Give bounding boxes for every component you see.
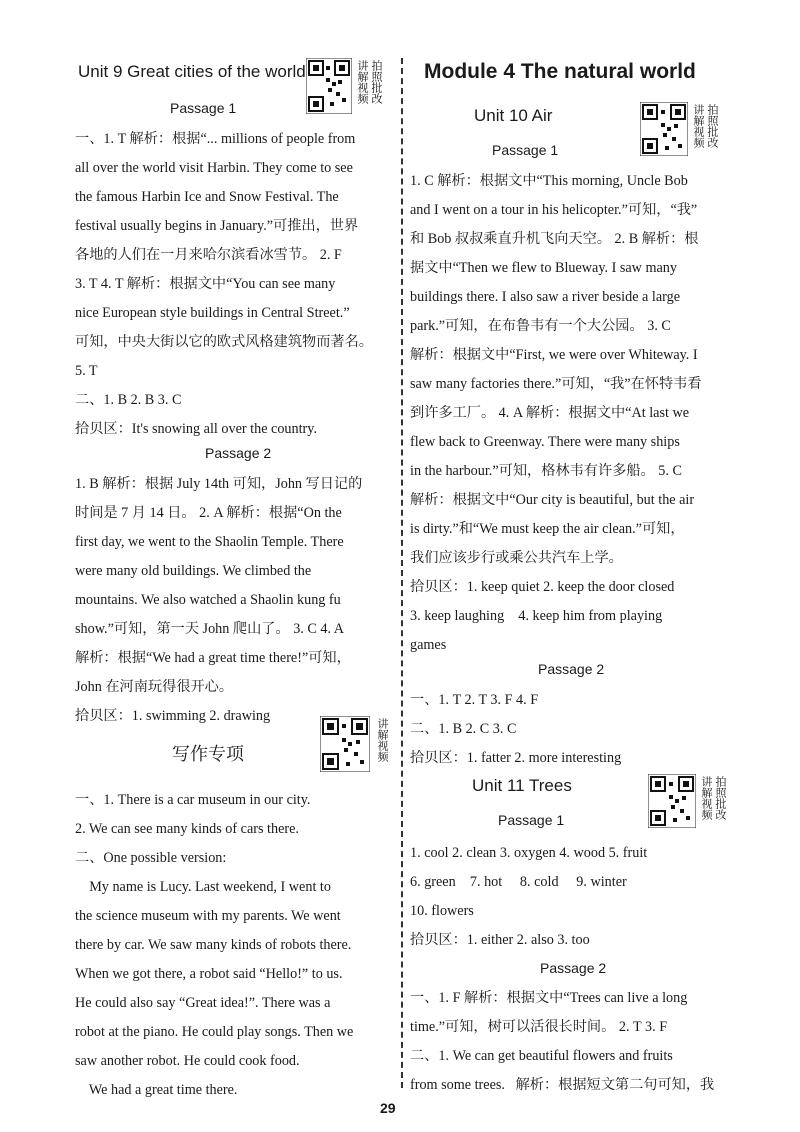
answer-line: 我们应该步行或乘公共汽车上学。 <box>410 550 623 566</box>
answer-line: 1. cool 2. clean 3. oxygen 4. wood 5. fruit <box>410 845 648 861</box>
answer-line: 6. green 7. hot 8. cold 9. winter <box>410 874 627 890</box>
unit9-title: Unit 9 Great cities of the world <box>78 62 306 81</box>
answer-line: 时间是 7 月 14 日。 2. A 解析：根据“On the <box>75 505 342 521</box>
answer-line: John 在河南玩得很开心。 <box>75 679 234 695</box>
answer-line: in the harbour.”可知，格林韦有许多船。 5. C <box>410 463 682 479</box>
answer-line: 拾贝区：1. fatter 2. more interesting <box>410 750 622 766</box>
answer-line: first day, we went to the Shaolin Temple. There <box>75 534 344 550</box>
module-title: Module 4 The natural world <box>424 60 696 83</box>
answer-line: 一、1. T 2. T 3. F 4. F <box>410 692 539 708</box>
writing-line: saw another robot. He could cook food. <box>75 1053 300 1069</box>
answer-line: and I went on a tour in his helicopter.”可知，“我” <box>410 202 698 218</box>
passage-title: Passage 2 <box>538 661 605 677</box>
qr-label-grade: 拍照批改 <box>714 776 727 820</box>
qr-label-video: 讲解视频 <box>692 104 705 148</box>
answer-line: 一、1. F 解析：根据文中“Trees can live a long <box>410 990 688 1006</box>
answer-line: nice European style buildings in Central Street.” <box>75 305 350 321</box>
answer-line: time.”可知，树可以活很长时间。 2. T 3. F <box>410 1019 668 1035</box>
answer-line: 一、1. T 解析：根据“... millions of people from <box>75 131 356 147</box>
answer-line: games <box>410 637 447 653</box>
answer-line: 10. flowers <box>410 903 474 919</box>
writing-line: robot at the piano. He could play songs. Then we <box>75 1024 354 1040</box>
writing-line: the science museum with my parents. We went <box>75 908 341 924</box>
answer-line: park.”可知，在布鲁韦有一个大公园。 3. C <box>410 318 671 334</box>
writing-line: We had a great time there. <box>75 1082 238 1098</box>
unit11-title: Unit 11 Trees <box>472 776 572 795</box>
answer-line: 解析：根据“We had a great time there!”可知， <box>75 650 351 666</box>
answer-line: buildings there. I also saw a river beside a large <box>410 289 680 305</box>
writing-line: 一、1. There is a car museum in our city. <box>75 792 311 808</box>
answer-line: show.”可知，第一天 John 爬山了。 3. C 4. A <box>75 621 345 637</box>
unit10-title: Unit 10 Air <box>474 106 553 125</box>
writing-line: 二、One possible version: <box>75 850 227 866</box>
qr-label-grade: 拍照批改 <box>706 104 719 148</box>
answer-line: is dirty.”和“We must keep the air clean.”可知， <box>410 521 685 537</box>
answer-line: 和 Bob 叔叔乘直升机飞向天空。 2. B 解析：根 <box>410 231 699 247</box>
qr-label-grade: 拍照批改 <box>370 60 383 104</box>
answer-line: saw many factories there.”可知，“我”在怀特韦看 <box>410 376 702 392</box>
qr-label-video: 讲解视频 <box>700 776 713 820</box>
writing-line: My name is Lucy. Last weekend, I went to <box>75 879 331 895</box>
answer-line: 解析：根据文中“Our city is beautiful, but the air <box>410 492 695 508</box>
passage-title: Passage 2 <box>540 960 607 976</box>
answer-line: 3. T 4. T 解析：根据文中“You can see many <box>75 276 336 292</box>
answer-line: 二、1. B 2. B 3. C <box>75 392 182 408</box>
unit9-qr[interactable] <box>306 58 396 114</box>
answer-line: 1. B 解析：根据 July 14th 可知，John 写日记的 <box>75 476 363 492</box>
answer-line: 拾贝区：1. swimming 2. drawing <box>75 708 271 724</box>
writing-line: there by car. We saw many kinds of robots there. <box>75 937 352 953</box>
passage-title: Passage 1 <box>492 142 559 158</box>
answer-line: 拾贝区：It's snowing all over the country. <box>75 421 317 437</box>
answer-line: 各地的人们在一月来哈尔滨看冰雪节。 2. F <box>75 247 342 263</box>
passage-title: Passage 1 <box>498 812 565 828</box>
writing-line: 2. We can see many kinds of cars there. <box>75 821 299 837</box>
writing-qr[interactable] <box>320 716 396 774</box>
answer-line: 可知，中央大街以它的欧式风格建筑物而著名。 <box>75 334 373 350</box>
answer-line: 二、1. We can get beautiful flowers and fruits <box>410 1048 673 1064</box>
unit10-qr[interactable] <box>640 102 732 158</box>
page-number: 29 <box>380 1100 396 1116</box>
answer-line: mountains. We also watched a Shaolin kung fu <box>75 592 341 608</box>
qr-code-icon <box>640 102 688 156</box>
answer-line: 5. T <box>75 363 98 379</box>
writing-line: He could also say “Great idea!”. There was a <box>75 995 331 1011</box>
answer-line: 到许多工厂。 4. A 解析：根据文中“At last we <box>410 405 690 421</box>
answer-line: 拾贝区：1. keep quiet 2. keep the door closed <box>410 579 675 595</box>
passage-title: Passage 2 <box>205 445 272 461</box>
answer-line: flew back to Greenway. There were many ships <box>410 434 680 450</box>
answer-line: all over the world visit Harbin. They come to see <box>75 160 353 176</box>
column-divider <box>401 58 403 1088</box>
passage-title: Passage 1 <box>170 100 237 116</box>
answer-line: festival usually begins in January.”可推出，世界 <box>75 218 359 234</box>
qr-code-icon <box>306 58 352 114</box>
answer-line: were many old buildings. We climbed the <box>75 563 312 579</box>
qr-code-icon <box>320 716 370 772</box>
answer-line: 据文中“Then we flew to Blueway. I saw many <box>410 260 677 276</box>
writing-line: When we got there, a robot said “Hello!” to us. <box>75 966 343 982</box>
qr-label-video: 讲解视频 <box>356 60 369 104</box>
answer-line: from some trees. 解析：根据短文第二句可知，我 <box>410 1077 715 1093</box>
qr-label-video: 讲解视频 <box>376 718 389 762</box>
unit11-qr[interactable] <box>648 774 740 830</box>
answer-line: the famous Harbin Ice and Snow Festival. The <box>75 189 339 205</box>
answer-line: 3. keep laughing 4. keep him from playing <box>410 608 663 624</box>
answer-line: 拾贝区：1. either 2. also 3. too <box>410 932 590 948</box>
qr-code-icon <box>648 774 696 828</box>
answer-line: 二、1. B 2. C 3. C <box>410 721 517 737</box>
answer-line: 解析：根据文中“First, we were over Whiteway. I <box>410 347 698 363</box>
answer-line: 1. C 解析：根据文中“This morning, Uncle Bob <box>410 173 688 189</box>
writing-section-title: 写作专项 <box>172 744 244 765</box>
